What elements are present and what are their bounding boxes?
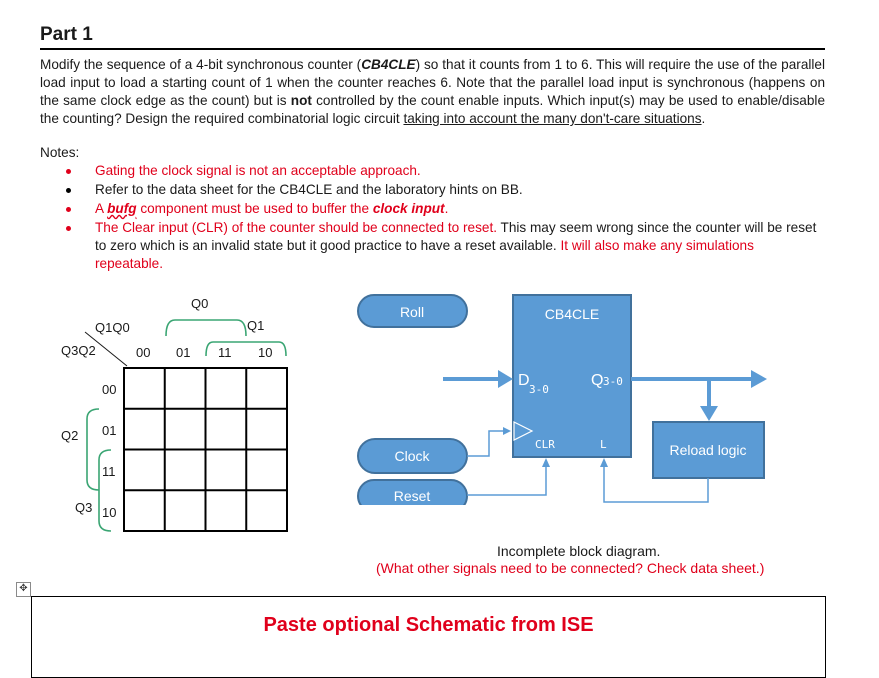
note-4-text-c: It will also make any simulations repeatable. — [95, 238, 754, 271]
note-bufg — [40, 200, 820, 218]
intro-not: not — [290, 93, 312, 108]
row-header: 11 — [102, 464, 116, 479]
d-input-subscript: 3-0 — [529, 383, 549, 396]
corner-row-label: Q3Q2 — [61, 343, 96, 358]
q-output-label: Q — [591, 372, 604, 389]
q1-label: Q1 — [247, 318, 265, 333]
row-header: 10 — [102, 505, 117, 520]
intro-paragraph — [40, 56, 825, 128]
intro-text-2: ) so that it counts from 1 to 6. This will require the use of the parallel load input to load a starting count of 1 when the counter reaches 6. Note that the parallel load input is synchronous (happens on the same clock edge as the count) but is — [40, 57, 826, 108]
d-arrow-icon — [498, 370, 513, 388]
reset-arrow-icon — [542, 458, 550, 467]
roll-label: Roll — [399, 304, 425, 320]
row-header: 00 — [102, 382, 117, 397]
d-input-label: D — [518, 372, 530, 389]
reset-wire — [467, 465, 546, 495]
counter-name: CB4CLE — [544, 306, 600, 322]
reload-arrow-icon — [700, 406, 718, 421]
note-3-text-e: . — [444, 201, 449, 216]
intro-text-4: . — [701, 111, 706, 126]
notes-label: Notes: — [40, 145, 80, 160]
q0-bracket — [166, 320, 246, 336]
intro-counter-name: CB4CLE — [361, 57, 416, 72]
load-label: L — [600, 438, 607, 451]
block-diagram — [350, 290, 775, 505]
notes-list — [40, 162, 820, 274]
page-title: Part 1 — [40, 24, 93, 45]
load-arrow-icon — [600, 458, 608, 467]
schematic-paste-box[interactable] — [31, 596, 826, 678]
karnaugh-map — [55, 292, 300, 537]
reset-label: Reset — [393, 488, 431, 504]
corner-col-label: Q1Q0 — [95, 320, 130, 335]
clock-arrow-icon — [503, 427, 511, 435]
clr-label: CLR — [535, 438, 555, 451]
col-header: 11 — [218, 345, 232, 360]
col-header: 10 — [258, 345, 273, 360]
note-clock-gating — [40, 162, 820, 180]
note-clear-input — [40, 219, 820, 273]
kmap-grid — [124, 368, 287, 531]
row-header: 01 — [102, 423, 117, 438]
paste-box-label: Paste optional Schematic from ISE — [263, 614, 594, 636]
note-4-text-a: The Clear input (CLR) of the counter should be connected to reset. — [95, 220, 497, 235]
diagram-caption: Incomplete block diagram. — [497, 543, 661, 559]
clock-wire — [467, 431, 506, 456]
note-3-text-a: A — [95, 201, 108, 216]
intro-underlined: taking into account the many don't-care situations — [403, 111, 702, 126]
q0-label: Q0 — [191, 296, 209, 311]
note-2-text: Refer to the data sheet for the CB4CLE and the laboratory hints on BB. — [95, 182, 523, 197]
col-header: 01 — [176, 345, 191, 360]
note-data-sheet — [40, 181, 820, 199]
q-arrow-icon — [751, 370, 767, 388]
note-3-clock-input: clock input — [372, 201, 445, 216]
q2-bracket — [87, 409, 99, 490]
col-header: 00 — [136, 345, 151, 360]
intro-text-1: Modify the sequence of a 4-bit synchronous counter ( — [40, 57, 362, 72]
reload-logic-label: Reload logic — [669, 442, 747, 458]
note-3-text-c: component must be used to buffer the — [136, 201, 373, 216]
title-rule — [40, 48, 825, 50]
note-3-bufg: bufg — [107, 201, 137, 216]
diagram-caption-question: (What other signals need to be connected? Check data sheet.) — [376, 560, 765, 576]
intro-text-3: controlled by the count enable inputs. Which input(s) may be used to enable/disable the counting? Design the required combinatorial logic circuit — [40, 93, 826, 126]
q2-label: Q2 — [61, 428, 79, 443]
table-move-handle-icon[interactable]: ✥ — [16, 582, 31, 597]
note-4-text-b: This may seem wrong since the counter will be reset to zero which is an invalid state but it good practice to have a reset available. — [95, 220, 817, 253]
note-1-text: Gating the clock signal is not an acceptable approach. — [95, 163, 421, 178]
clock-label: Clock — [394, 448, 430, 464]
q3-label: Q3 — [75, 500, 93, 515]
q-output-subscript: 3-0 — [603, 375, 623, 388]
